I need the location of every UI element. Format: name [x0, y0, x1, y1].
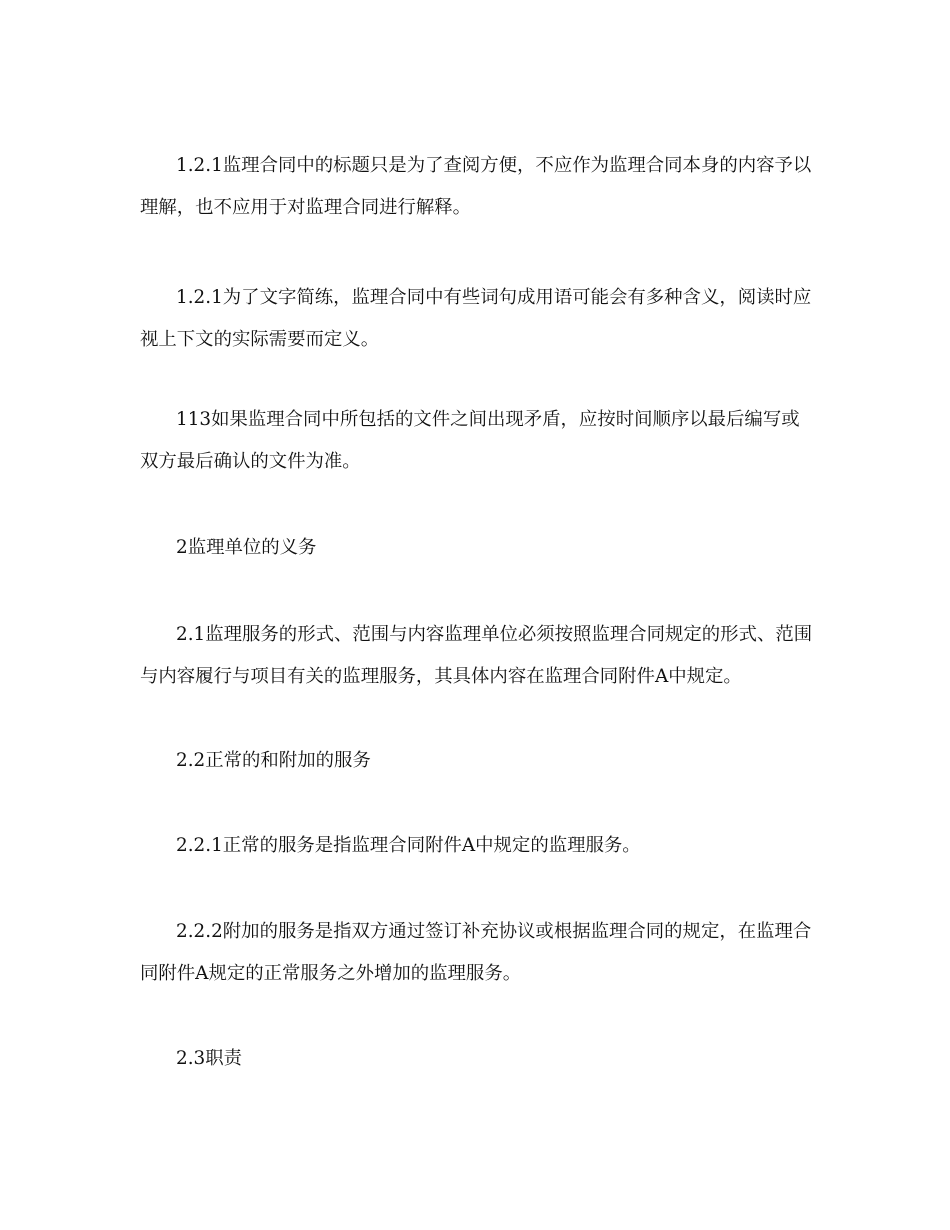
paragraph-1-2-1-wording: 1.2.1为了文字简练，监理合同中有些词句成用语可能会有多种含义，阅读时应视上下文的实际需要而定义。: [140, 287, 812, 350]
paragraph-2-2-2-additional-service: 2.2.2附加的服务是指双方通过签订补充协议或根据监理合同的规定，在监理合同附件A规定的正常服务之外增加的监理服务。: [140, 921, 812, 984]
paragraph-2-1-scope: 2.1监理服务的形式、范围与内容监理单位必须按照监理合同规定的形式、范围与内容履行与项目有关的监理服务，其具体内容在监理合同附件A中规定。: [140, 624, 813, 687]
paragraph-113-contradiction: 113如果监理合同中所包括的文件之间出现矛盾，应按时间顺序以最后编写或双方最后确认的文件为准。: [140, 409, 800, 472]
paragraph-1-2-1-headings: 1.2.1监理合同中的标题只是为了查阅方便，不应作为监理合同本身的内容予以理解，也不应用于对监理合同进行解释。: [140, 155, 812, 218]
section-heading-2-3: 2.3职责: [176, 1048, 243, 1069]
section-heading-2: 2监理单位的义务: [176, 537, 317, 558]
paragraph-2-2-1-normal-service: 2.2.1正常的服务是指监理合同附件A中规定的监理服务。: [176, 835, 641, 856]
section-heading-2-2: 2.2正常的和附加的服务: [176, 750, 371, 771]
